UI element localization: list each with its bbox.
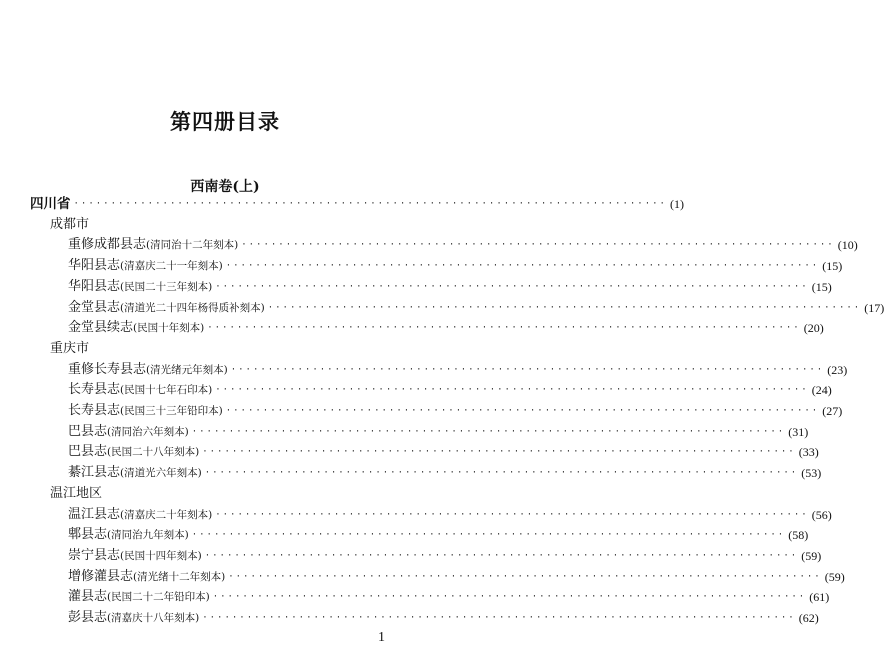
toc-entry-page: (23)	[827, 362, 848, 377]
toc-entry	[68, 525, 809, 545]
toc-entry-page: (24)	[811, 383, 832, 398]
toc-entry-title: 灌县志(民国二十二年铅印本)	[68, 589, 210, 605]
toc-entry-title: 四川省	[30, 196, 71, 212]
toc-entry-page: (33)	[798, 445, 819, 460]
toc-entry-title: 綦江县志(清道光六年刻本)	[68, 465, 202, 481]
toc-entry	[68, 587, 830, 607]
toc-entry-page: (59)	[801, 548, 822, 563]
toc-entry-page: (1)	[669, 197, 684, 211]
dot-leader: ················································································	[191, 530, 786, 541]
toc-entry	[68, 318, 824, 338]
toc-entry-title: 巴县志(清同治六年刻本)	[68, 423, 189, 439]
toc-entry	[68, 567, 845, 587]
toc-entry	[68, 463, 822, 483]
toc-entry-edition: (清光绪十二年刻本)	[133, 570, 226, 583]
toc-entry-page: (10)	[837, 238, 858, 253]
toc-entry-title: 巴县志(民国二十八年刻本)	[68, 444, 200, 460]
dot-leader: ················································································	[212, 592, 807, 603]
toc-entry-page: (59)	[824, 569, 845, 584]
toc-entry-title: 崇宁县志(民国十四年刻本)	[68, 547, 202, 563]
toc-entry-edition: (民国二十二年铅印本)	[107, 591, 210, 604]
toc-entry-edition: (民国二十八年刻本)	[107, 446, 200, 459]
toc-entry	[68, 505, 832, 525]
toc-entry-page: (17)	[864, 300, 884, 315]
toc-entry-page: (27)	[822, 404, 843, 418]
dot-leader: ················································································	[215, 385, 809, 396]
toc-entry	[68, 442, 819, 462]
dot-leader: ················································································	[202, 613, 796, 623]
dot-leader: ················································································	[225, 406, 820, 416]
book-title: 第四册目录	[170, 109, 280, 134]
toc-province	[30, 194, 684, 214]
dot-leader: ················································································	[202, 447, 796, 458]
toc-entry-title: 长寿县志(民国十七年石印本)	[68, 382, 213, 398]
dot-leader: ················································································	[267, 302, 862, 313]
toc-entry	[68, 360, 848, 380]
toc-entry-title: 重庆市	[50, 340, 90, 356]
toc-entry-edition: (清道光六年刻本)	[120, 467, 202, 480]
toc-entry-title: 重修长寿县志(清光绪元年刻本)	[68, 361, 228, 377]
dot-leader: ················································································	[241, 240, 835, 251]
toc-entry-edition: (民国十四年刻本)	[120, 549, 202, 562]
toc-entry-edition: (民国十七年石印本)	[120, 384, 213, 397]
toc-entry-title: 温江县志(清嘉庆二十年刻本)	[68, 506, 213, 522]
toc-entry-title: 金堂县志(清道光二十四年杨得质补刻本)	[68, 299, 265, 315]
toc-entry	[68, 401, 843, 421]
toc-entry	[68, 608, 819, 628]
toc-entry	[68, 546, 822, 566]
dot-leader: ················································································	[191, 426, 786, 437]
volume-title: 西南卷(上)	[190, 179, 260, 195]
toc-entry-edition: (民国三十三年铅印本)	[120, 405, 223, 417]
page-number: 1	[378, 630, 385, 645]
toc-region	[50, 215, 400, 235]
toc-entry-edition: (清嘉庆二十一年刻本)	[120, 260, 223, 273]
toc-entry-edition: (民国十年刻本)	[133, 322, 205, 335]
toc-entry-page: (53)	[801, 466, 822, 481]
toc-entry-page: (62)	[798, 611, 819, 625]
toc-entry	[68, 380, 832, 400]
toc-entry-page: (15)	[822, 259, 843, 274]
toc-entry-title: 郫县志(清同治九年刻本)	[68, 527, 189, 543]
toc-entry-edition: (民国二十三年刻本)	[120, 280, 213, 293]
toc-entry-title: 增修灌县志(清光绪十二年刻本)	[68, 568, 226, 584]
toc-entry-edition: (清嘉庆十八年刻本)	[107, 612, 200, 624]
toc-entry-page: (58)	[788, 528, 809, 543]
dot-leader: ················································································	[204, 550, 799, 561]
dot-leader: ················································································	[225, 261, 820, 272]
dot-leader: ················································································	[73, 199, 667, 209]
toc-entry-edition: (清同治九年刻本)	[107, 529, 189, 542]
toc-entry	[68, 277, 832, 297]
toc-entry-title: 华阳县志(民国二十三年刻本)	[68, 278, 213, 294]
toc-entry-edition: (清光绪元年刻本)	[146, 363, 228, 376]
toc-region	[50, 484, 400, 504]
dot-leader: ················································································	[215, 509, 809, 520]
toc-entry-title: 温江地区	[50, 485, 103, 501]
toc-entry-edition: (清同治六年刻本)	[107, 425, 189, 438]
toc-entry	[68, 235, 858, 255]
toc-entry-page: (56)	[811, 507, 832, 522]
toc-entry	[68, 422, 809, 442]
toc-entry-page: (15)	[811, 279, 832, 294]
dot-leader: ················································································	[215, 281, 809, 292]
dot-leader: ················································································	[204, 468, 799, 479]
toc-entry-title: 华阳县志(清嘉庆二十一年刻本)	[68, 258, 223, 274]
toc-entry-edition: (清同治十二年刻本)	[146, 239, 239, 252]
toc-entry-title: 金堂县续志(民国十年刻本)	[68, 320, 205, 336]
dot-leader: ················································································	[228, 571, 822, 582]
toc-entry-title: 重修成都县志(清同治十二年刻本)	[68, 237, 239, 253]
toc-entry-edition: (清嘉庆二十年刻本)	[120, 508, 213, 521]
toc-entry-page: (20)	[803, 321, 824, 336]
toc-entry-page: (31)	[788, 424, 809, 439]
dot-leader: ················································································	[207, 323, 801, 334]
toc-entry-title: 成都市	[50, 216, 90, 232]
toc-entry-title: 长寿县志(民国三十三年铅印本)	[68, 403, 223, 418]
toc-entry	[68, 298, 884, 318]
dot-leader: ················································································	[230, 364, 825, 375]
toc-entry	[68, 256, 843, 276]
toc-region	[50, 339, 400, 359]
toc-entry-page: (61)	[809, 590, 830, 605]
toc-entry-edition: (清道光二十四年杨得质补刻本)	[120, 301, 265, 314]
toc-entry-title: 彭县志(清嘉庆十八年刻本)	[68, 610, 200, 625]
